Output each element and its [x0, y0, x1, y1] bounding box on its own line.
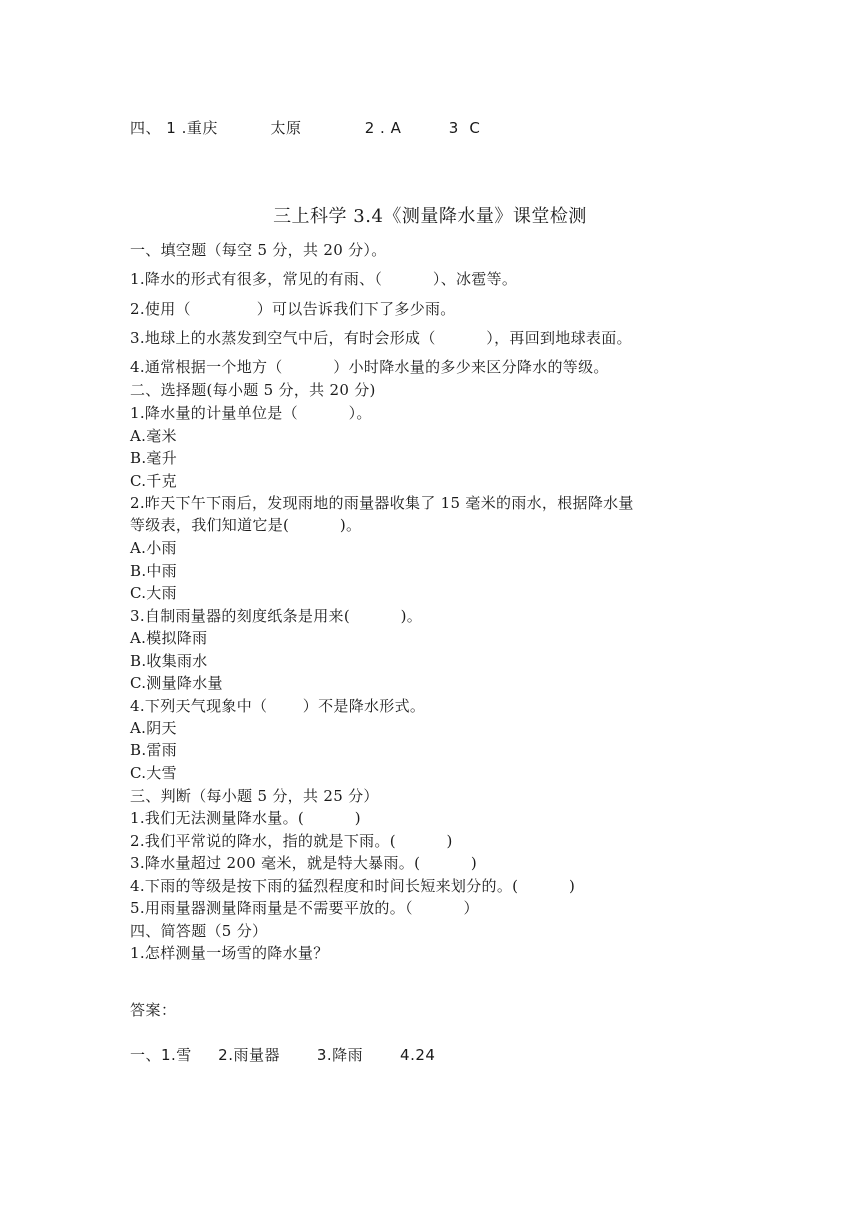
- choice-option: B.收集雨水: [130, 652, 208, 670]
- section4-heading: 四、简答题（5 分）: [130, 922, 268, 940]
- true-false-item: 3.降水量超过 200 毫米，就是特大暴雨。( ): [130, 854, 478, 872]
- short-answer-item: 1.怎样测量一场雪的降水量？: [130, 944, 329, 962]
- fill-blank-item: 1.降水的形式有很多，常见的有雨、（ ）、冰雹等。: [130, 270, 518, 288]
- choice-option: B.雷雨: [130, 741, 177, 759]
- section1-heading: 一、填空题（每空 5 分，共 20 分）。: [130, 241, 387, 259]
- choice-option: B.毫升: [130, 449, 177, 467]
- answers-label: 答案：: [130, 1001, 177, 1019]
- true-false-item: 2.我们平常说的降水，指的就是下雨。( ): [130, 832, 453, 850]
- choice-option: A.小雨: [130, 539, 177, 557]
- choice-option: C.千克: [130, 472, 177, 490]
- choice-option: A.毫米: [130, 427, 177, 445]
- fill-blank-item: 4.通常根据一个地方（ ）小时降水量的多少来区分降水的等级。: [130, 358, 609, 376]
- choice-option: A.阴天: [130, 719, 177, 737]
- fill-blank-item: 3.地球上的水蒸发到空气中后，有时会形成（ ），再回到地球表面。: [130, 329, 632, 347]
- previous-answer-line: 四、 1 .重庆 太原 2 . A 3 C: [130, 119, 481, 137]
- choice-question-stem: 3.自制雨量器的刻度纸条是用来( )。: [130, 607, 423, 625]
- choice-question-stem: 2.昨天下午下雨后，发现雨地的雨量器收集了 15 毫米的雨水，根据降水量: [130, 494, 634, 512]
- fill-blank-item: 2.使用（ ）可以告诉我们下了多少雨。: [130, 300, 456, 318]
- page-title: 三上科学 3.4《测量降水量》课堂检测: [273, 206, 587, 227]
- choice-option: B.中雨: [130, 562, 177, 580]
- true-false-item: 1.我们无法测量降水量。( ): [130, 809, 361, 827]
- section2-heading: 二、选择题(每小题 5 分，共 20 分): [130, 381, 376, 399]
- choice-question-stem: 1.降水量的计量单位是（ ）。: [130, 404, 372, 422]
- choice-option: C.大雨: [130, 584, 177, 602]
- answers-line: 一、1.雪 2.雨量器 3.降雨 4.24: [130, 1046, 436, 1064]
- choice-option: A.模拟降雨: [130, 629, 208, 647]
- true-false-item: 4.下雨的等级是按下雨的猛烈程度和时间长短来划分的。( ): [130, 877, 576, 895]
- choice-option: C.测量降水量: [130, 674, 223, 692]
- choice-question-stem-continued: 等级表，我们知道它是( )。: [130, 516, 362, 534]
- choice-question-stem: 4.下列天气现象中（ ）不是降水形式。: [130, 697, 426, 715]
- choice-option: C.大雪: [130, 764, 177, 782]
- section3-heading: 三、判断（每小题 5 分，共 25 分）: [130, 787, 379, 805]
- true-false-item: 5.用雨量器测量降雨量是不需要平放的。（ ）: [130, 899, 479, 917]
